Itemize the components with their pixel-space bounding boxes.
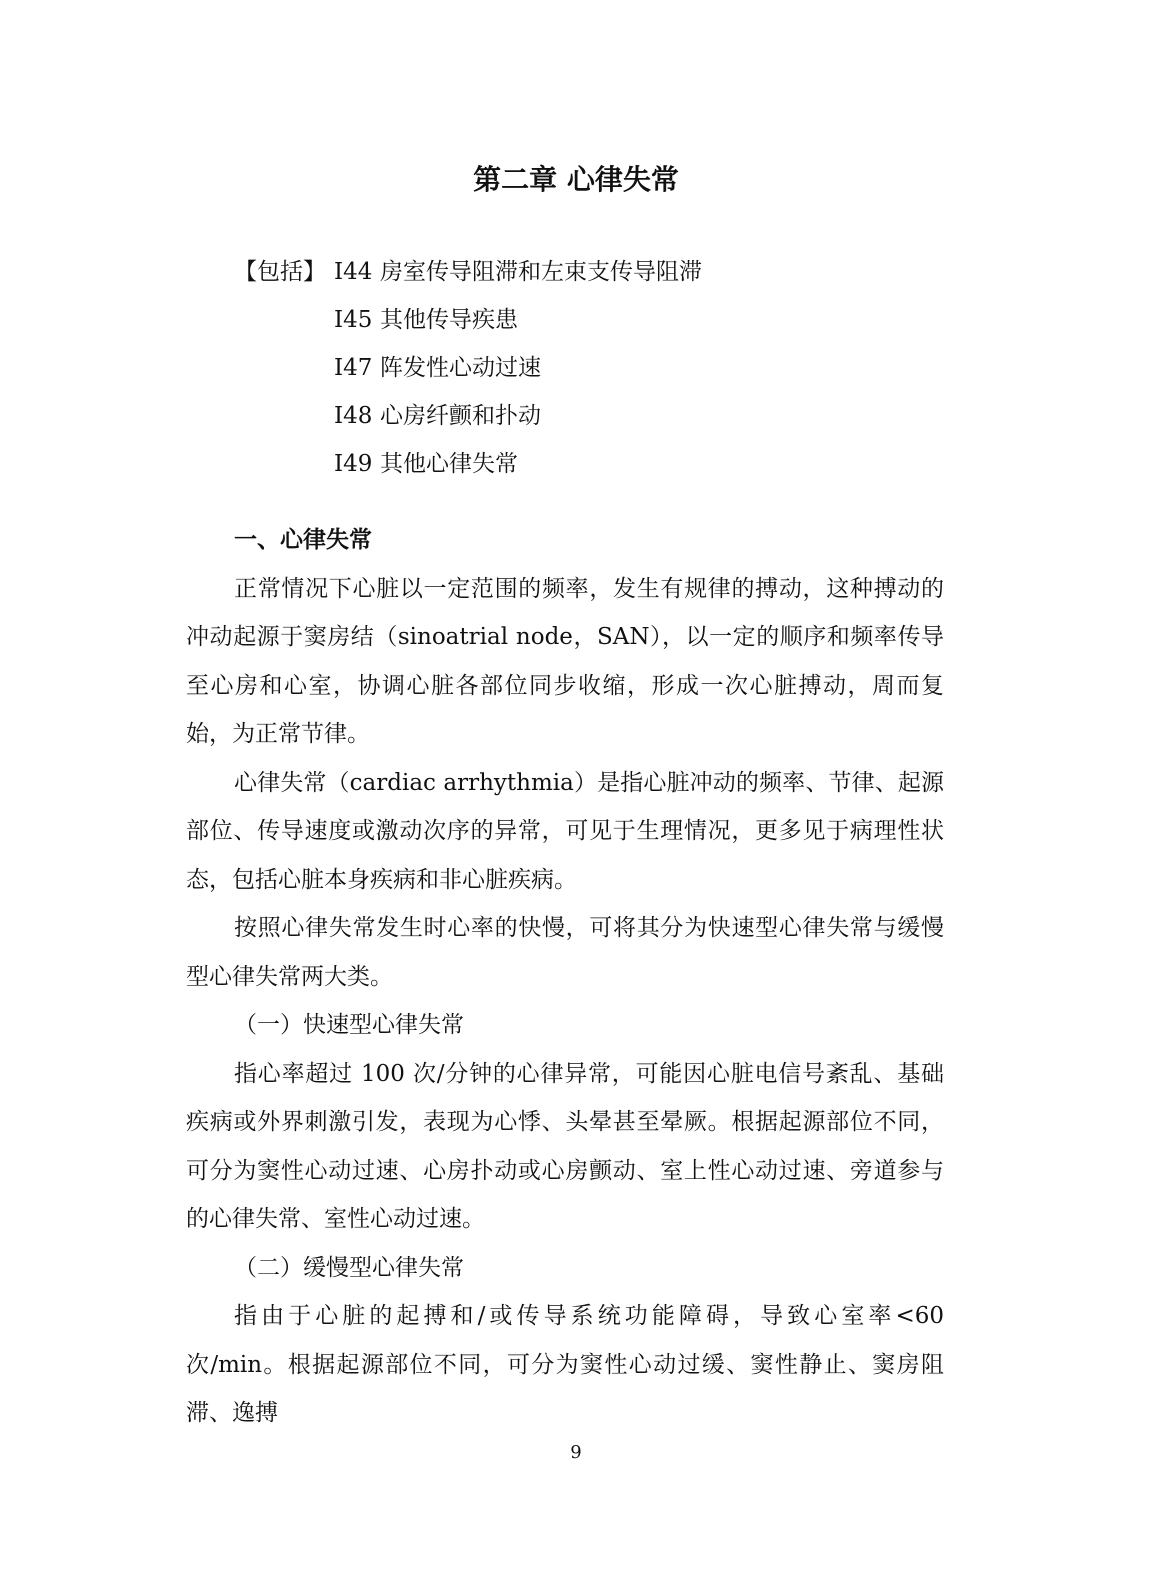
includes-row [234, 296, 702, 344]
section-content [186, 516, 944, 1438]
includes-list [234, 248, 702, 488]
includes-row [234, 344, 702, 392]
icd-code: I47 [334, 355, 373, 381]
paragraph: 心律失常（cardiac arrhythmia）是指心脏冲动的频率、节律、起源部位、传导速度或激动次序的异常，可见于生理情况，更多见于病理性状态，包括心脏本身疾病和非心脏疾病。 [186, 769, 944, 893]
icd-code: I44 [334, 259, 373, 285]
subsection-heading: （一）快速型心律失常 [234, 1012, 464, 1038]
subsection-heading: （二）缓慢型心律失常 [234, 1254, 464, 1281]
icd-name: 房室传导阻滞和左束支传导阻滞 [380, 259, 702, 285]
icd-name: 其他传导疾患 [380, 307, 518, 333]
icd-code: I45 [334, 307, 373, 333]
section-heading: 一、心律失常 [234, 527, 372, 553]
icd-name: 其他心律失常 [380, 451, 518, 477]
icd-name: 心房纤颤和扑动 [380, 403, 541, 429]
icd-code: I48 [334, 403, 373, 429]
includes-row [234, 392, 702, 440]
paragraph: 正常情况下心脏以一定范围的频率，发生有规律的搏动，这种搏动的冲动起源于窦房结（sinoatrial node，SAN），以一定的顺序和频率传导至心房和心室，协调心脏各部位同步收缩，形成一次心脏搏动，周而复始，为正常节律。 [186, 575, 944, 747]
page-number: 9 [570, 1442, 582, 1463]
paragraph: 按照心律失常发生时心率的快慢，可将其分为快速型心律失常与缓慢型心律失常两大类。 [186, 915, 944, 990]
paragraph: 指由于心脏的起搏和/或传导系统功能障碍，导致心室率<60 次/min。根据起源部位不同，可分为窦性心动过缓、窦性静止、窦房阻滞、逸搏 [186, 1303, 944, 1426]
paragraph: 指心率超过 100 次/分钟的心律异常，可能因心脏电信号紊乱、基础疾病或外界刺激引发，表现为心悸、头晕甚至晕厥。根据起源部位不同，可分为窦性心动过速、心房扑动或心房颤动、室上性心动过速、旁道参与的心律失常、室性心动过速。 [186, 1060, 944, 1232]
includes-label: 【包括】 [234, 259, 326, 285]
includes-row [234, 440, 702, 488]
chapter-title: 第二章 心律失常 [473, 163, 679, 196]
icd-name: 阵发性心动过速 [380, 355, 541, 381]
icd-code: I49 [334, 451, 373, 477]
includes-row [234, 248, 702, 296]
